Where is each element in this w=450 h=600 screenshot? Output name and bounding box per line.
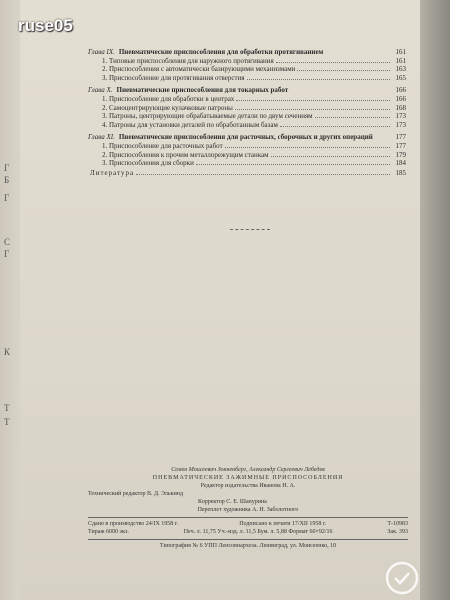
- toc-entry-page: 161: [395, 56, 406, 65]
- editor-line: Редактор издательства Иванова Н. А.: [200, 483, 296, 489]
- print-data-left: Сдано в производство 24/IX 1958 г.: [88, 521, 179, 527]
- watermark-label: ruse05: [18, 16, 73, 35]
- print-data-row: [88, 528, 408, 536]
- chapter-label: Глава X.: [88, 86, 113, 95]
- toc-entry: [88, 142, 406, 151]
- tech-editor-line: Технический редактор В. Д. Элькинд: [88, 491, 184, 497]
- literature-text: Литература: [90, 168, 135, 177]
- margin-mark: К: [4, 347, 11, 357]
- chapter-heading: [88, 86, 406, 95]
- dot-leader: [247, 79, 390, 80]
- margin-mark: Б: [4, 175, 10, 185]
- toc-entry-text: 2. Самоцентрирующие кулачковые патроны: [102, 103, 233, 112]
- toc-entry-text: 2. Приспособления к прочим металлорежущим станкам: [102, 150, 269, 159]
- dot-leader: [236, 100, 390, 101]
- chapter-page: 177: [395, 133, 406, 142]
- toc-entry-text: 2. Приспособления с автоматически базирующими механизмами: [102, 65, 296, 74]
- dot-leader: [225, 147, 390, 148]
- toc-entry-page: 173: [395, 112, 406, 121]
- chapter-label: Глава IX.: [88, 48, 115, 56]
- colophon: [88, 466, 408, 550]
- toc-entry: [88, 104, 406, 113]
- toc-entry-text: 3. Приспособления для сборки: [102, 159, 194, 168]
- literature-page: 185: [395, 168, 406, 177]
- dot-leader: [136, 174, 390, 175]
- margin-mark: Г: [4, 163, 10, 173]
- chapter-label: Глава XI.: [88, 133, 115, 142]
- page-shadow-edge: [420, 0, 450, 600]
- toc-entry: [88, 112, 406, 121]
- table-of-contents: [88, 44, 406, 177]
- toc-entry-page: 177: [395, 141, 406, 150]
- toc-entry-text: 1. Типовые приспособления для наружного протягивания: [102, 56, 274, 65]
- authors: Семен Моисеевич Зонненберг, Александр Сергеевич Лебедев: [171, 467, 325, 473]
- toc-entry-page: 168: [395, 103, 406, 112]
- chapter-title: Пневматические приспособления для токарных работ: [116, 86, 289, 95]
- toc-entry: [88, 151, 406, 160]
- toc-entry: [88, 95, 406, 104]
- chapter-title: Пневматические приспособления для обработки протягиванием: [118, 48, 324, 56]
- adjacent-page-edge: [0, 0, 20, 600]
- book-title: ПНЕВМАТИЧЕСКИЕ ЗАЖИМНЫЕ ПРИСПОСОБЛЕНИЯ: [152, 475, 344, 481]
- printer-line: Типография № 6 УПП Ленсовнархоза. Ленинград, ул. Моисеенко, 10: [159, 543, 337, 549]
- toc-entry-text: 3. Патроны, центрирующие обрабатываемые детали по двум сечениям: [102, 112, 313, 121]
- dot-leader: [297, 70, 390, 71]
- toc-entry-page: 163: [395, 65, 406, 74]
- dot-leader: [235, 109, 390, 110]
- toc-entry-page: 179: [395, 150, 406, 159]
- cover-artist-line: Переплет художника А. Н. Заболотного: [197, 507, 299, 513]
- chapter-page: 161: [395, 48, 406, 56]
- marketplace-logo-icon: [384, 560, 420, 596]
- toc-entry: [88, 159, 406, 168]
- print-data-mid: Подписано к печати 17/XII 1958 г.: [239, 521, 327, 527]
- corrector-line: Корректор С. Е. Шапурина: [198, 499, 267, 505]
- section-separator: [230, 229, 270, 230]
- toc-entry-text: 1. Приспособление для обработки в центрах: [102, 94, 235, 103]
- toc-entry: [88, 74, 406, 83]
- chapter-heading: [88, 133, 406, 142]
- print-data-left: Тираж 6000 экз.: [88, 529, 129, 535]
- toc-entry-text: 1. Приспособление для расточных работ: [102, 141, 223, 150]
- literature-entry: [88, 169, 406, 178]
- dot-leader: [315, 117, 390, 118]
- margin-mark: Т: [4, 417, 10, 427]
- divider: [88, 539, 408, 540]
- toc-entry-page: 173: [395, 120, 406, 129]
- toc-entry-page: 184: [395, 159, 406, 168]
- chapter-page: 166: [395, 86, 406, 95]
- dot-leader: [271, 156, 390, 157]
- print-data-right: Зак. 393: [387, 529, 408, 535]
- margin-mark: Г: [4, 193, 10, 203]
- margin-mark: Г: [4, 249, 10, 259]
- dot-leader: [280, 126, 390, 127]
- dot-leader: [276, 62, 390, 63]
- toc-entry-text: 3. Приспособление для протягивания отверстия: [102, 73, 245, 82]
- print-data-right: Т-10983: [387, 521, 408, 527]
- toc-entry-page: 166: [395, 94, 406, 103]
- toc-entry-page: 165: [395, 73, 406, 82]
- toc-entry-text: 4. Патроны для установки деталей по обработанным базам: [102, 120, 278, 129]
- chapter-heading: [88, 48, 406, 57]
- dot-leader: [196, 164, 390, 165]
- toc-entry: [88, 65, 406, 74]
- margin-mark: Т: [4, 403, 10, 413]
- chapter-title: Пневматические приспособления для расточных, сборочных и других операций: [118, 133, 373, 142]
- toc-entry: [88, 121, 406, 130]
- print-data-row: [88, 520, 408, 528]
- print-data-mid: Печ. л. 11,75 Уч.-изд. л. 11,5 Бум. л. 5,88 Формат 60×92/16: [183, 529, 333, 535]
- divider: [88, 517, 408, 518]
- margin-mark: С: [4, 237, 11, 247]
- toc-entry: [88, 57, 406, 66]
